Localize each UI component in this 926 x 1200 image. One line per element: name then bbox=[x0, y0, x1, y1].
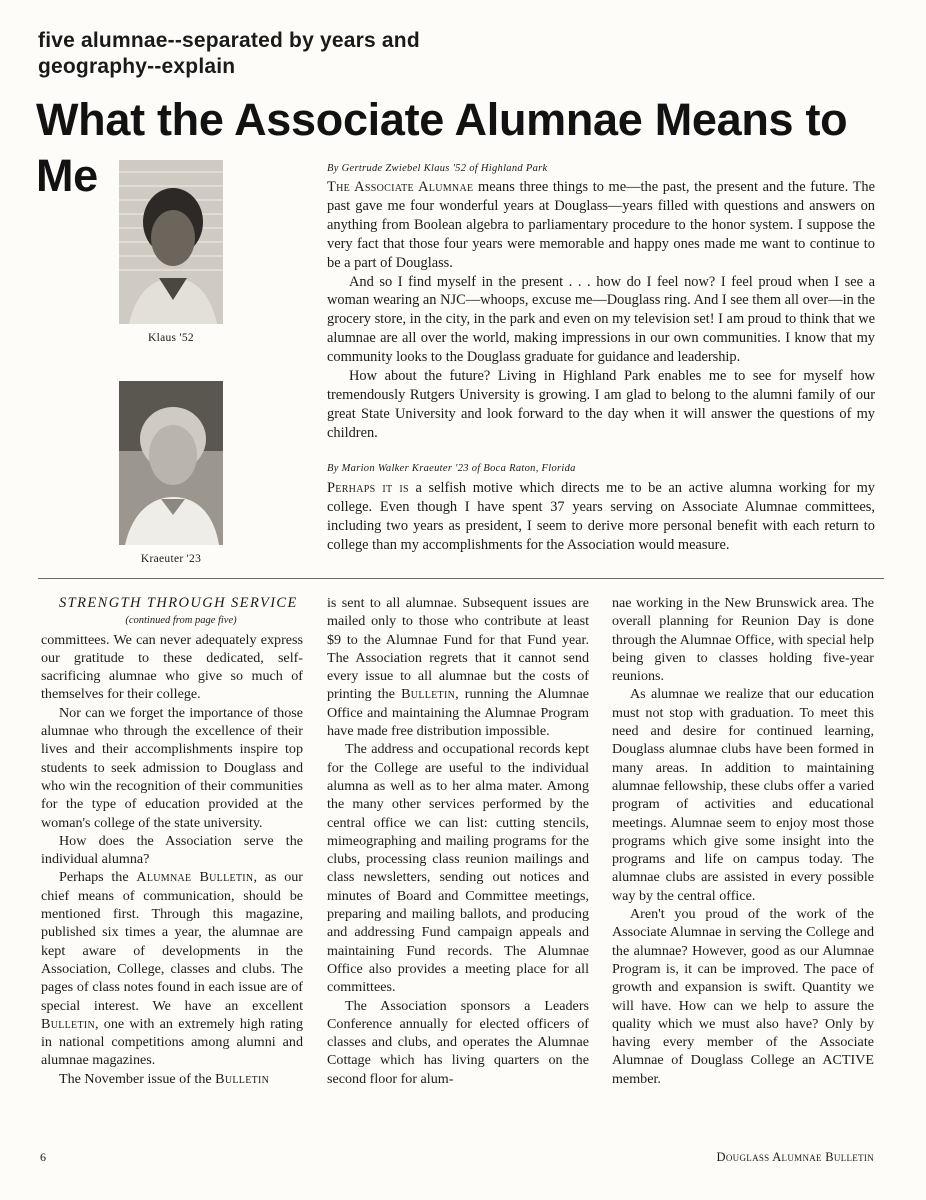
page-number: 6 bbox=[40, 1150, 46, 1164]
publication-name: Bulletin bbox=[401, 686, 456, 703]
paragraph: Aren't you proud of the work of the Associate Alumnae in serving the College and the alumnae? However, good as our Alumnae Program is, it can be improved. The pace of growth and expansion is swift. Quantity we will have. How can we help to assure the quality which we must also have? Only by having every member of the Associate Alumnae of Douglass College an ACTIVE member. bbox=[612, 906, 874, 1087]
paragraph: How about the future? Living in Highland Park enables me to see for myself how tremendously Rutgers University is growing. I am glad to belong to the alumni family of our great State University and look forward to the day when it will answer the questions of my children. bbox=[327, 368, 875, 441]
paragraph-text: a selfish motive which directs me to be an active alumna working for my college. Even though I have spent 37 years serving on Associate Alumnae committees, including two years as president, I seem to derive more personal benefit with each return to college than my accomplishments for the Association would measure. bbox=[327, 480, 875, 553]
paragraph: The address and occupational records kept for the College are useful to the individual alumna as well as to her alma mater. Among the many other services performed by the central office we can list: cutting stencils, mimeographing and mailing programs for the clubs, processing class reunion mailings and class newsletters, sending out notices and minutes of Board and Committee meetings, preparing and mailing ballots, and producing and addressing Fund campaign appeals and maintaining Fund records. The Alumnae Office also provides a meeting place for all committees. bbox=[327, 741, 589, 996]
paragraph-text: Perhaps the bbox=[59, 869, 137, 886]
paragraph-text: , as our chief means of communication, should be mentioned first. Through this magazine, published six times a year, the alumnae are kept aware of developments in the Association, College, classes and clubs. The pages of class notes found in each issue are of special interest. We have an excellent bbox=[41, 869, 303, 1014]
story-kraeuter bbox=[327, 479, 875, 555]
lead-in: Perhaps it is bbox=[327, 480, 409, 496]
column-2 bbox=[327, 594, 589, 1088]
kicker: five alumnae--separated by years and geography--explain bbox=[38, 29, 420, 78]
paragraph bbox=[327, 594, 589, 740]
paragraph-text: , running the Alumnae Office and maintaining the Alumnae Program have made free distribution impossible. bbox=[327, 686, 589, 740]
paragraph-text: , one with an extremely high rating in national competitions among alumni and alumnae magazines. bbox=[41, 1015, 303, 1069]
paragraph bbox=[41, 1070, 303, 1088]
portrait-photo-icon bbox=[119, 160, 223, 324]
photo-kraeuter bbox=[119, 381, 223, 565]
section-heading: STRENGTH THROUGH SERVICE bbox=[59, 595, 298, 611]
paragraph: And so I find myself in the present . . . how do I feel now? I feel proud when I see a woman wearing an NJC—whoops, excuse me—Douglass ring. And I see them all over—in the grocery store, in the city, in the park and even on my television set! I am proud to think that we alumnae are all over the world, making impressions in our own communities. I know that my community looks to the Douglass graduate for guidance and leadership. bbox=[327, 273, 875, 366]
paragraph: How does the Association serve the individual alumna? bbox=[41, 832, 303, 868]
column-1 bbox=[41, 594, 303, 1088]
continued-note: (continued from page five) bbox=[125, 615, 237, 627]
byline-klaus: By Gertrude Zwiebel Klaus '52 of Highland Park bbox=[327, 163, 548, 174]
paragraph-text: means three things to me—the past, the present and the future. The past gave me four wonderful years at Douglass—years filled with questions and answers on anything from Boolean algebra to parliamentary procedure to the honor system. I suppose the very fact that those four years were memorable and happy ones made me want to continue to be a part of Douglass. bbox=[327, 179, 875, 271]
paragraph bbox=[41, 868, 303, 1069]
portrait-photo-icon bbox=[119, 381, 223, 545]
paragraph: committees. We can never adequately express our gratitude to these dedicated, self-sacrificing alumnae who give so much of themselves for their college. bbox=[41, 631, 303, 703]
paragraph: As alumnae we realize that our education must not stop with graduation. To meet this need and desire for continued learning, Douglass alumnae clubs have been formed in many areas. In addition to maintaining alumnae fellowship, these clubs offer a varied program of activities and educational meetings. Alumnae seem to enjoy most those programs which give some insight into the programs and life on campus today. The alumnae clubs are assisted in every possible way by the central office. bbox=[612, 686, 874, 904]
paragraph: The Association sponsors a Leaders Conference annually for elected officers of classes and clubs, and operates the Alumnae Cottage which has living quarters on the second floor for alum- bbox=[327, 997, 589, 1087]
publication-name: Alumnae Bulletin bbox=[136, 869, 254, 886]
publication-name: Bulletin bbox=[41, 1015, 96, 1032]
story-klaus bbox=[327, 178, 875, 443]
paragraph: Nor can we forget the importance of those alumnae who through the excellence of their lives and their accomplishments inspire top students to seek admission to Douglass and who win the recognition of their communities for the type of education provided at the woman's college of the state university. bbox=[41, 704, 303, 831]
paragraph-text: is sent to all alumnae. Subsequent issues are mailed only to those who contribute at least $9 to the Alumnae Fund for that Fund year. The Association regrets that it cannot send every issue to all alumnae but the costs of printing the bbox=[327, 595, 589, 703]
photo-caption: Klaus '52 bbox=[148, 332, 194, 344]
lead-in: The Associate Alumnae bbox=[327, 179, 474, 195]
paragraph bbox=[327, 479, 875, 555]
publication-name: Bulletin bbox=[215, 1070, 270, 1087]
paragraph bbox=[327, 178, 875, 273]
photo-klaus bbox=[119, 160, 223, 344]
publication-footer: Douglass Alumnae Bulletin bbox=[716, 1150, 874, 1164]
photo-caption: Kraeuter '23 bbox=[140, 553, 202, 565]
paragraph: nae working in the New Brunswick area. The overall planning for Reunion Day is done through the Alumnae Office, with special help being given to classes holding five-year reunions. bbox=[612, 595, 874, 685]
byline-kraeuter: By Marion Walker Kraeuter '23 of Boca Raton, Florida bbox=[327, 463, 576, 474]
column-3 bbox=[612, 594, 874, 1088]
section-divider bbox=[38, 578, 884, 579]
paragraph-text: The November issue of the bbox=[59, 1070, 216, 1087]
headline: What the Associate Alumnae Means to Me bbox=[36, 94, 848, 201]
